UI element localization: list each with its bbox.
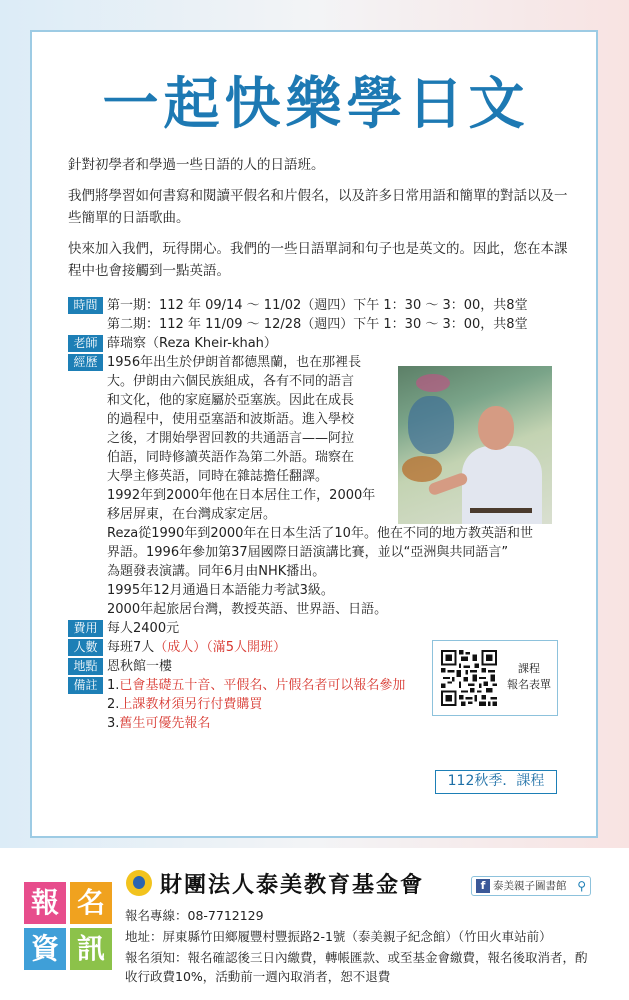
bio-line: 的過程中，使用亞塞語和波斯語。進入學校 (107, 412, 355, 427)
fee-label: 費用 (68, 620, 103, 637)
intro-section (68, 154, 578, 291)
badge-char-1: 報 (24, 882, 66, 924)
class-size-note: （成人）（滿5人開班） (154, 640, 287, 655)
bio-line: 1956年出生於伊朗首都德黑蘭，也在那裡長 (107, 355, 362, 370)
bio-line: 移居屏東，在台灣成家定居。 (107, 507, 277, 522)
note-number: 1. (107, 678, 120, 693)
bio-line: 1995年12月通過日本語能力考試3級。 (107, 583, 334, 598)
bio-line: 伯語，同時修讀英語作為第二外語。瑞察在 (107, 450, 355, 465)
qr-code-icon[interactable] (441, 650, 497, 706)
schedule-term-1: 第一期：112 年 09/14 ～ 11/02（週四）下午 1：30 ～ 3：00，共8堂 (107, 298, 528, 313)
schedule-row (68, 296, 588, 334)
bio-line: Reza從1990年到2000年在日本生活了10年。他在不同的地方教英語和世 (107, 526, 533, 541)
badge-char-3: 資 (24, 928, 66, 970)
note-text: 上課教材須另行付費購買 (119, 697, 263, 712)
facebook-icon: f (476, 879, 490, 893)
poster-title: 一起快樂學日文 (102, 71, 530, 137)
schedule-label: 時間 (68, 297, 103, 314)
notes-label: 備註 (68, 677, 103, 694)
qr-caption-line-1: 課程 (518, 662, 540, 675)
phone-line: 報名專線：08-7712129 (125, 908, 264, 923)
address-line: 地址：屏東縣竹田鄉履豐村豐振路2-1號（泰美親子紀念館）（竹田火車站前） (125, 929, 552, 944)
venue-label: 地點 (68, 658, 103, 675)
schedule-term-2: 第二期：112 年 11/09 ～ 12/28（週四）下午 1：30 ～ 3：00，共8堂 (107, 317, 528, 332)
badge-char-2: 名 (70, 882, 112, 924)
qr-caption-line-2: 報名表單 (507, 678, 551, 691)
badge-char-4: 訊 (70, 928, 112, 970)
facebook-page-link[interactable] (471, 876, 591, 896)
foundation-logo-icon (126, 870, 152, 896)
note-text: 舊生可優先報名 (119, 716, 211, 731)
search-icon: ⚲ (577, 879, 586, 893)
fee-row (68, 619, 588, 638)
bio-label: 經歷 (68, 354, 103, 371)
bio-line: 1992年到2000年他在日本居住工作，2000年 (107, 488, 376, 503)
course-poster (30, 30, 598, 838)
bio-line: 大。伊朗由六個民族組成，各有不同的語言 (107, 374, 355, 389)
foundation-name: 財團法人泰美教育基金會 (160, 872, 425, 898)
season-badge: 112秋季．課程 (435, 770, 557, 794)
bio-line: 和文化，他的家庭屬於亞塞族。因此在成長 (107, 393, 355, 408)
intro-paragraph-2: 我們將學習如何書寫和閱讀平假名和片假名，以及許多日常用語和簡單的對話以及一些簡單的日語歌曲。 (68, 188, 568, 226)
note-number: 2. (107, 697, 120, 712)
teacher-label: 老師 (68, 335, 103, 352)
notice-text: 報名須知：報名確認後三日內繳費，轉帳匯款、或至基金會繳費，報名後取消者，酌收行政費10%，活動前一週內取消者，恕不退費 (125, 950, 588, 984)
fee-value: 每人2400元 (107, 621, 180, 636)
class-size-value: 每班7人 (107, 640, 155, 655)
note-text: 已會基礎五十音、平假名、片假名者可以報名參加 (119, 678, 406, 693)
intro-paragraph-1: 針對初學者和學過一些日語的人的日語班。 (68, 157, 325, 173)
teacher-name: 薛瑞察（Reza Kheir-khah） (107, 336, 277, 351)
registration-qr-box[interactable] (432, 640, 558, 716)
facebook-page-name: 泰美親子圖書館 (493, 880, 567, 892)
teacher-row (68, 334, 588, 353)
contact-info (125, 906, 595, 988)
note-item (107, 714, 588, 733)
bio-line: 界語。1996年參加第37屆國際日語演講比賽，並以“亞洲與共同語言” (107, 545, 509, 560)
teacher-photo (398, 366, 552, 524)
note-number: 3. (107, 716, 120, 731)
bio-line: 之後，才開始學習回教的共通語言——阿拉 (107, 431, 355, 446)
bio-line: 為題發表演講。同年6月由NHK播出。 (107, 564, 326, 579)
class-size-label: 人數 (68, 639, 103, 656)
bio-line: 大學主修英語，同時在雜誌擔任翻譯。 (107, 469, 329, 484)
registration-footer (0, 848, 629, 1000)
bio-line: 2000年起旅居台灣，教授英語、世界語、日語。 (107, 602, 388, 617)
venue-value: 恩秋館一樓 (107, 659, 173, 674)
intro-paragraph-3: 快來加入我們，玩得開心。我們的一些日語單詞和句子也是英文的。因此，您在本課程中也會接觸到一點英語。 (68, 241, 568, 279)
